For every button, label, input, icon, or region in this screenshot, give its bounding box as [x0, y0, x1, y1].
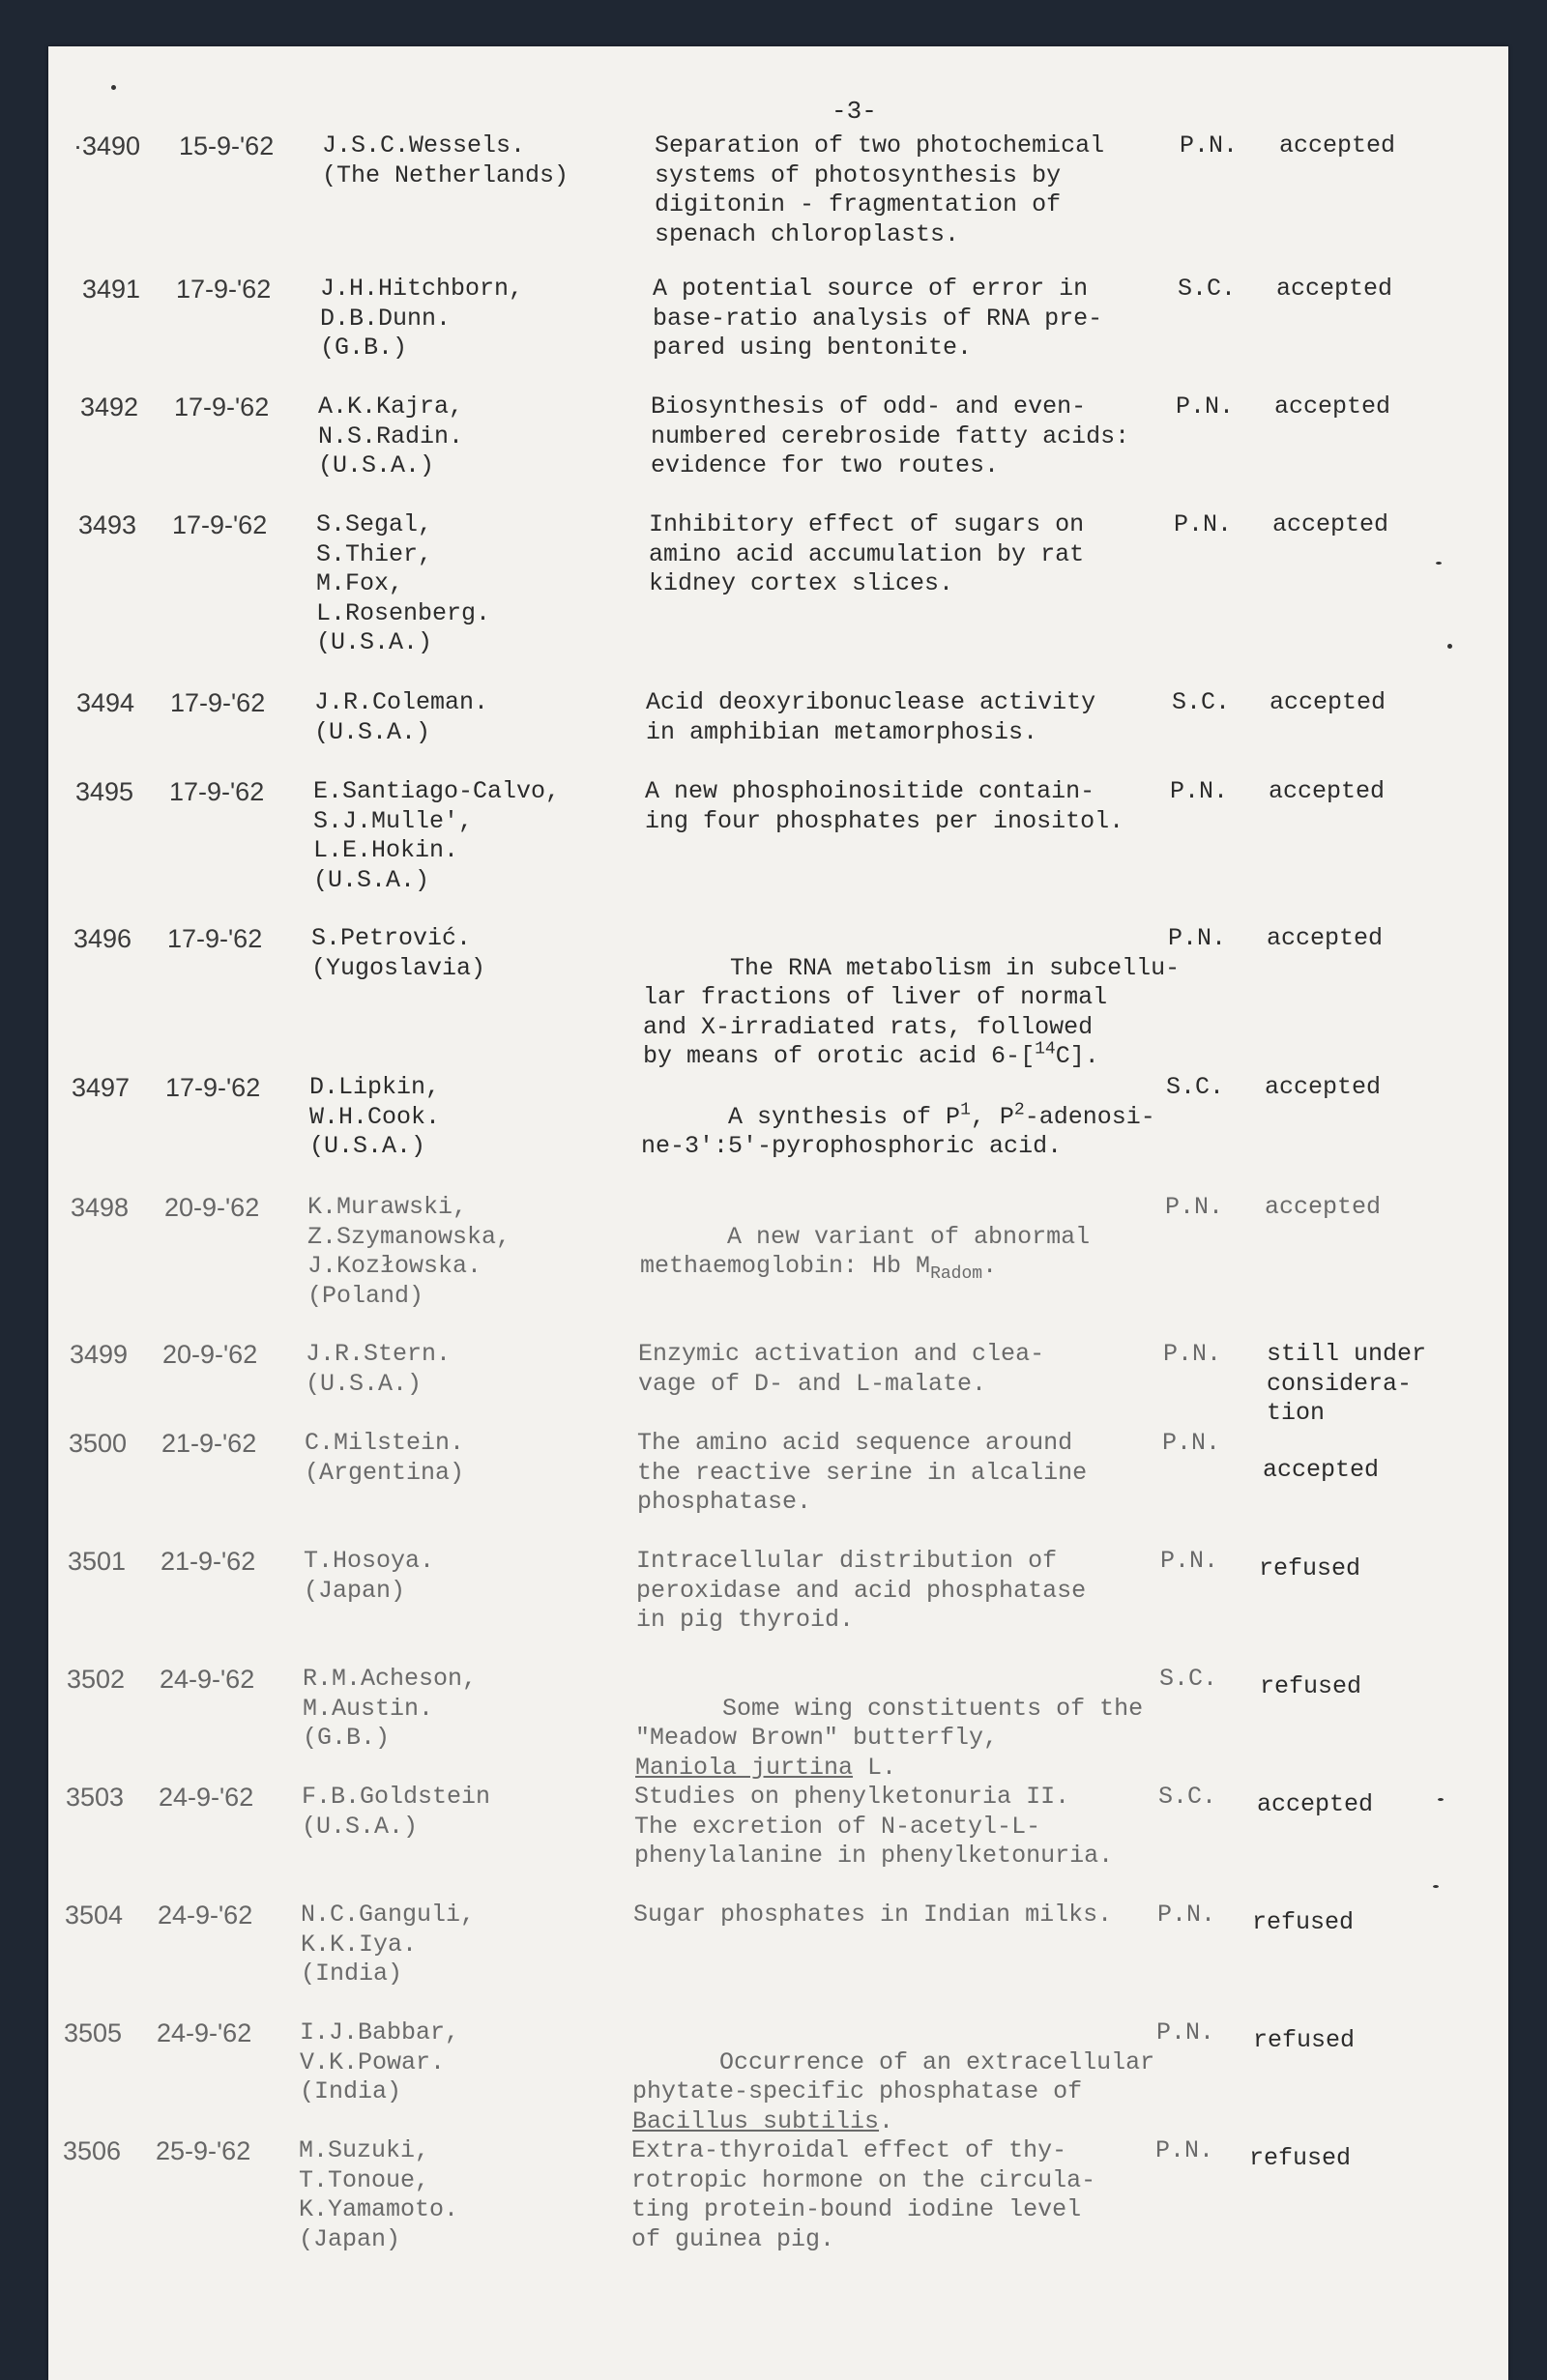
entry-number: 3491 [82, 275, 141, 304]
entry-date: 24-9-'62 [157, 2018, 252, 2047]
entry-number: 3495 [75, 777, 134, 806]
entry-authors: I.J.Babbar, V.K.Powar. (India) [300, 2018, 460, 2105]
entry-date: 24-9-'62 [160, 1665, 255, 1694]
entry-title: Inhibitory effect of sugars on amino acid accumulation by rat kidney cortex slices. [649, 510, 1085, 597]
entry-title-text: by means of orotic acid 6-[ [643, 1042, 1036, 1070]
entry-title [640, 1193, 1090, 1311]
entry-title-text: . [879, 2106, 894, 2135]
species-name: Maniola jurtina [635, 1753, 854, 1782]
entry-date: 24-9-'62 [158, 1901, 253, 1930]
entry-number: ·3490 [73, 131, 141, 160]
entry-title-text: L. [853, 1753, 897, 1782]
entry-date: 24-9-'62 [159, 1783, 254, 1812]
document-page [48, 46, 1508, 2380]
entry-status: accepted [1269, 777, 1386, 805]
margin-mark [111, 85, 116, 90]
entry-title-text: Occurrence of an extracellular phytate-specific phosphatase of [632, 2047, 1155, 2105]
entry-authors: S.Segal, S.Thier, M.Fox, L.Rosenberg. (U.S.A.) [316, 510, 491, 656]
entry-status: accepted [1272, 510, 1389, 538]
entry-type: P.N. [1163, 1340, 1222, 1368]
entry-status: refused [1259, 1554, 1361, 1582]
entry-title: A new phosphoinositide contain- ing four phosphates per inositol. [645, 777, 1124, 835]
entry-status: accepted [1257, 1790, 1374, 1818]
page-number: -3- [832, 97, 877, 126]
entry-type: P.N. [1170, 777, 1229, 805]
entry-date: 20-9-'62 [164, 1193, 260, 1222]
entry-title: Sugar phosphates in Indian milks. [633, 1901, 1113, 1929]
entry-type: P.N. [1180, 131, 1239, 160]
entry-title: Acid deoxyribonuclease activity in amphibian metamorphosis. [646, 688, 1096, 746]
entry-authors: K.Murawski, Z.Szymanowska, J.Kozłowska. (Poland) [307, 1193, 511, 1310]
margin-mark [1433, 1885, 1439, 1888]
entry-date: 17-9-'62 [170, 688, 266, 717]
entry-type: P.N. [1162, 1429, 1221, 1457]
entry-title: Biosynthesis of odd- and even- numbered cerebroside fatty acids: evidence for two routes. [651, 392, 1130, 479]
entry-status: accepted [1265, 1073, 1382, 1101]
entry-number: 3496 [73, 924, 132, 953]
entry-number: 3504 [65, 1901, 124, 1930]
entry-date: 17-9-'62 [172, 510, 268, 539]
entry-authors: A.K.Kajra, N.S.Radin. (U.S.A.) [318, 392, 464, 479]
entry-type: P.N. [1165, 1193, 1224, 1221]
entry-title-text: -adenosi- [1024, 1102, 1155, 1131]
entry-status: refused [1253, 2026, 1356, 2054]
entry-status: accepted [1270, 688, 1386, 716]
superscript: 2 [1013, 1100, 1025, 1120]
entry-date: 17-9-'62 [169, 777, 265, 806]
entry-number: 3501 [68, 1547, 127, 1576]
entry-type: P.N. [1157, 1901, 1216, 1929]
entry-date: 17-9-'62 [165, 1073, 261, 1102]
entry-type: P.N. [1160, 1547, 1219, 1575]
entry-type: S.C. [1178, 275, 1237, 303]
entry-authors: N.C.Ganguli, K.K.Iya. (India) [301, 1901, 476, 1988]
entry-number: 3502 [67, 1665, 126, 1694]
entry-authors: J.R.Coleman. (U.S.A.) [314, 688, 489, 746]
entry-number: 3506 [63, 2136, 122, 2165]
entry-title: A potential source of error in base-ratio analysis of RNA pre- pared using bentonite. [653, 275, 1103, 362]
entry-number: 3503 [66, 1783, 125, 1812]
entry-status: accepted [1267, 924, 1384, 952]
entry-status: refused [1249, 2144, 1352, 2172]
entry-title-text: methaemoglobin: Hb M [640, 1252, 931, 1280]
entry-authors: J.H.Hitchborn, D.B.Dunn. (G.B.) [320, 275, 524, 362]
entry-date: 21-9-'62 [161, 1429, 257, 1458]
entry-type: S.C. [1158, 1783, 1217, 1811]
entry-number: 3497 [72, 1073, 131, 1102]
entry-type: P.N. [1176, 392, 1235, 421]
entry-title-text: . [982, 1252, 998, 1280]
entry-number: 3493 [78, 510, 137, 539]
entry-date: 15-9-'62 [179, 131, 275, 160]
margin-mark [1438, 1798, 1444, 1801]
entry-title-text: , P [970, 1102, 1014, 1131]
entry-title: Enzymic activation and clea- vage of D- and L-malate. [638, 1340, 1045, 1398]
entry-status: accepted [1274, 392, 1391, 421]
margin-mark [1447, 644, 1452, 649]
margin-mark [1436, 562, 1442, 565]
subscript: Radom [930, 1264, 983, 1284]
entry-authors: M.Suzuki, T.Tonoue, K.Yamamoto. (Japan) [299, 2136, 459, 2253]
entry-type: P.N. [1156, 2018, 1215, 2046]
entry-authors: T.Hosoya. (Japan) [304, 1547, 435, 1605]
entry-number: 3492 [80, 392, 139, 421]
entry-authors: F.B.Goldstein (U.S.A.) [302, 1783, 491, 1841]
entry-status: refused [1252, 1908, 1355, 1936]
entry-title-text: ne-3':5'-pyrophosphoric acid. [641, 1132, 1063, 1160]
entry-title-text: A synthesis of P [728, 1102, 961, 1131]
entry-title: Intracellular distribution of peroxidase and acid phosphatase in pig thyroid. [636, 1547, 1087, 1634]
entry-title: Studies on phenylketonuria II. The excretion of N-acetyl-L- phenylalanine in phenylketonuria. [634, 1783, 1114, 1870]
superscript: 1 [960, 1100, 971, 1120]
entry-title-text: A new variant of abnormal [727, 1222, 1091, 1251]
entry-type: S.C. [1159, 1665, 1218, 1693]
entry-date: 21-9-'62 [161, 1547, 256, 1576]
entry-type: P.N. [1168, 924, 1227, 952]
entry-title-text: Some wing constituents of the "Meadow Brown" butterfly, [635, 1694, 1144, 1752]
entry-title-text: The RNA metabolism in subcellu- lar fractions of liver of normal and X-irradiated rats, followed [643, 953, 1181, 1041]
entry-title: Extra-thyroidal effect of thy- rotropic hormone on the circula- ting protein-bound iodine level of guinea pig. [631, 2136, 1096, 2253]
entry-type: S.C. [1166, 1073, 1225, 1101]
entry-title [641, 1073, 1155, 1191]
entry-status: refused [1260, 1672, 1362, 1700]
entry-status: accepted [1265, 1193, 1382, 1221]
entry-date: 17-9-'62 [174, 392, 270, 421]
isotope-superscript: 14 [1035, 1039, 1056, 1059]
entry-authors: J.S.C.Wessels. (The Netherlands) [322, 131, 569, 189]
entry-authors: S.Petrović. (Yugoslavia) [311, 924, 486, 982]
entry-status: still under considera- tion [1267, 1340, 1427, 1427]
entry-type: P.N. [1155, 2136, 1214, 2164]
entry-date: 17-9-'62 [167, 924, 263, 953]
entry-number: 3499 [70, 1340, 129, 1369]
entry-date: 25-9-'62 [156, 2136, 251, 2165]
entry-status: accepted [1276, 275, 1393, 303]
entry-authors: E.Santiago-Calvo, S.J.Mulle', L.E.Hokin. (U.S.A.) [313, 777, 561, 894]
entry-number: 3505 [64, 2018, 123, 2047]
entry-number: 3494 [76, 688, 135, 717]
entry-title-text: C]. [1055, 1042, 1099, 1070]
entry-authors: R.M.Acheson, M.Austin. (G.B.) [303, 1665, 478, 1752]
entry-title: Separation of two photochemical systems of photosynthesis by digitonin - fragmentation of spenach chloroplasts. [655, 131, 1105, 248]
entry-number: 3500 [69, 1429, 128, 1458]
entry-authors: J.R.Stern. (U.S.A.) [306, 1340, 452, 1398]
entry-date: 17-9-'62 [176, 275, 272, 304]
entry-type: S.C. [1172, 688, 1231, 716]
entry-status: accepted [1279, 131, 1396, 160]
entry-authors: C.Milstein. (Argentina) [305, 1429, 465, 1487]
entry-date: 20-9-'62 [162, 1340, 258, 1369]
entry-status: accepted [1263, 1456, 1380, 1484]
entry-type: P.N. [1174, 510, 1233, 538]
entry-authors: D.Lipkin, W.H.Cook. (U.S.A.) [309, 1073, 441, 1160]
entry-number: 3498 [71, 1193, 130, 1222]
entry-title: The amino acid sequence around the reactive serine in alcaline phosphatase. [637, 1429, 1088, 1516]
species-name: Bacillus subtilis [632, 2106, 880, 2135]
